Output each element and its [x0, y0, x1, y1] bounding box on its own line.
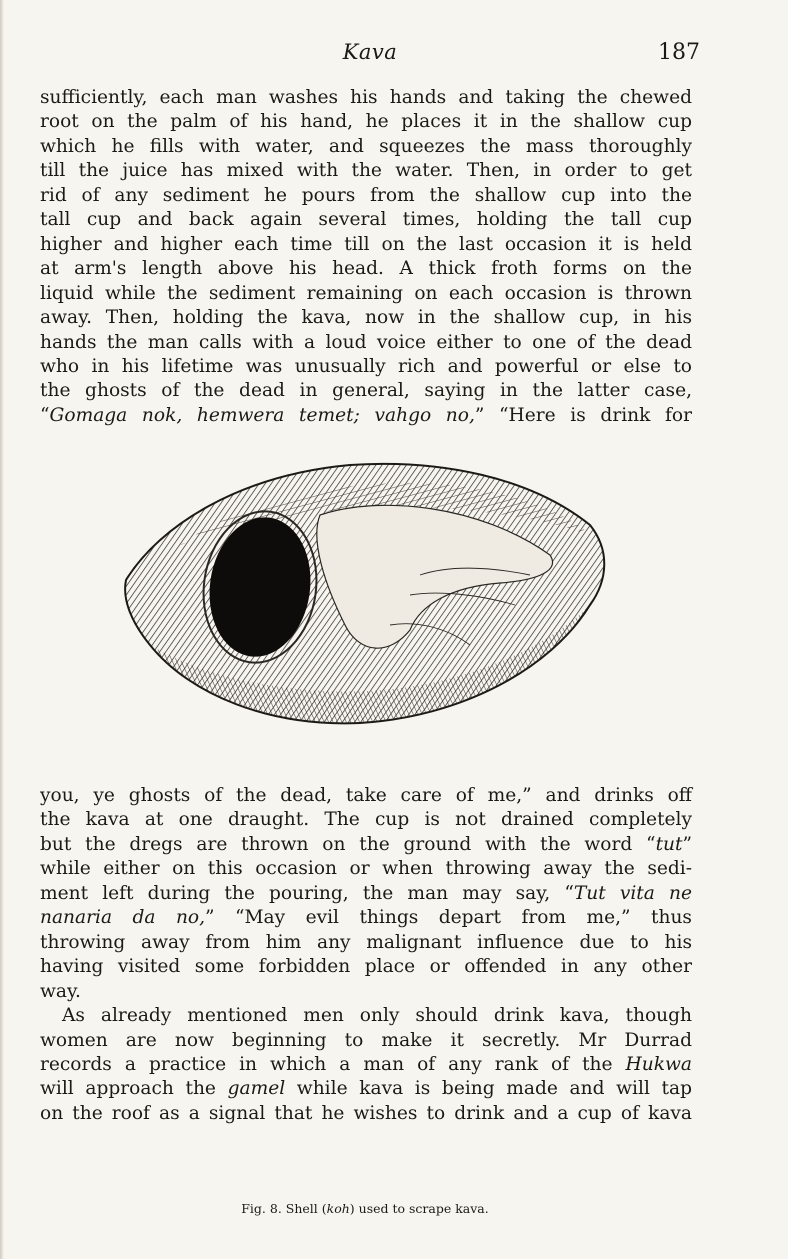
native-word: gamel [227, 1078, 286, 1100]
text-line: root on the palm of his hand, he places it in the shallow cup [40, 111, 692, 133]
text-line: at arm's length above his head. A thick froth forms on the [40, 258, 692, 280]
running-title: Kava [342, 40, 398, 64]
text-line: having visited some forbidden place or offended in any other [40, 956, 692, 978]
text-line: till the juice has mixed with the water. Then, in order to get [40, 160, 692, 182]
running-head [40, 40, 700, 68]
text-line: higher and higher each time till on the last occasion it is held [40, 233, 692, 255]
text-line: but the dregs are thrown on the ground with the word “tut” [40, 833, 692, 855]
text-line: ment left during the pouring, the man may say, “Tut vita ne [40, 882, 692, 904]
text-line: while either on this occasion or when throwing away the sedi- [40, 858, 692, 880]
text-line: the kava at one draught. The cup is not drained completely [40, 809, 692, 831]
native-word: Hukwa [625, 1053, 692, 1075]
text-line: way. [40, 980, 81, 1002]
paragraph-lower [40, 784, 692, 1126]
text-line: As already mentioned men only should drink kava, though [62, 1005, 692, 1027]
page-binding-edge [0, 0, 4, 1259]
caption-term: koh [326, 1201, 350, 1216]
figure-caption: Fig. 8. Shell (koh) used to scrape kava. [241, 1201, 489, 1216]
text-line: will approach the gamel while kava is being made and will tap [40, 1078, 692, 1100]
page-number: 187 [658, 40, 700, 65]
text-line: tall cup and back again several times, holding the tall cup [40, 209, 692, 231]
text-line: you, ye ghosts of the dead, take care of me,” and drinks off [40, 785, 692, 806]
text-line: hands the man calls with a loud voice either to one of the dead [40, 331, 692, 353]
text-line: records a practice in which a man of any rank of the Hukwa [40, 1053, 692, 1075]
text-line: which he fills with water, and squeezes the mass thoroughly [40, 135, 692, 157]
text-line: away. Then, holding the kava, now in the shallow cup, in his [40, 307, 692, 329]
native-phrase: nanaria da no, [40, 907, 206, 929]
text-line: on the roof as a signal that he wishes to drink and a cup of kava [40, 1102, 692, 1124]
text-line: liquid while the sediment remaining on each occasion is thrown [40, 282, 692, 304]
text-line: throwing away from him any malignant influence due to his [40, 931, 692, 953]
paragraph-continued [40, 86, 692, 428]
text-line: who in his lifetime was unusually rich and powerful or else to [40, 355, 692, 377]
text-line-with-native-phrase: “Gomaga nok, hemwera temet; vahgo no,” “Here is drink for [40, 404, 692, 426]
native-phrase: Gomaga nok, hemwera temet; vahgo no, [49, 404, 475, 426]
native-word: tut [655, 833, 683, 855]
shell-illustration [120, 455, 610, 740]
text-line: women are now beginning to make it secretly. Mr Durrad [40, 1029, 692, 1051]
text-line: sufficiently, each man washes his hands and taking the chewed [40, 87, 692, 108]
text-line: the ghosts of the dead in general, saying in the latter case, [40, 380, 692, 402]
text-line: nanaria da no,” “May evil things depart from me,” thus [40, 907, 692, 929]
text-line: rid of any sediment he pours from the shallow cup into the [40, 184, 692, 206]
native-phrase: Tut vita ne [573, 882, 692, 904]
